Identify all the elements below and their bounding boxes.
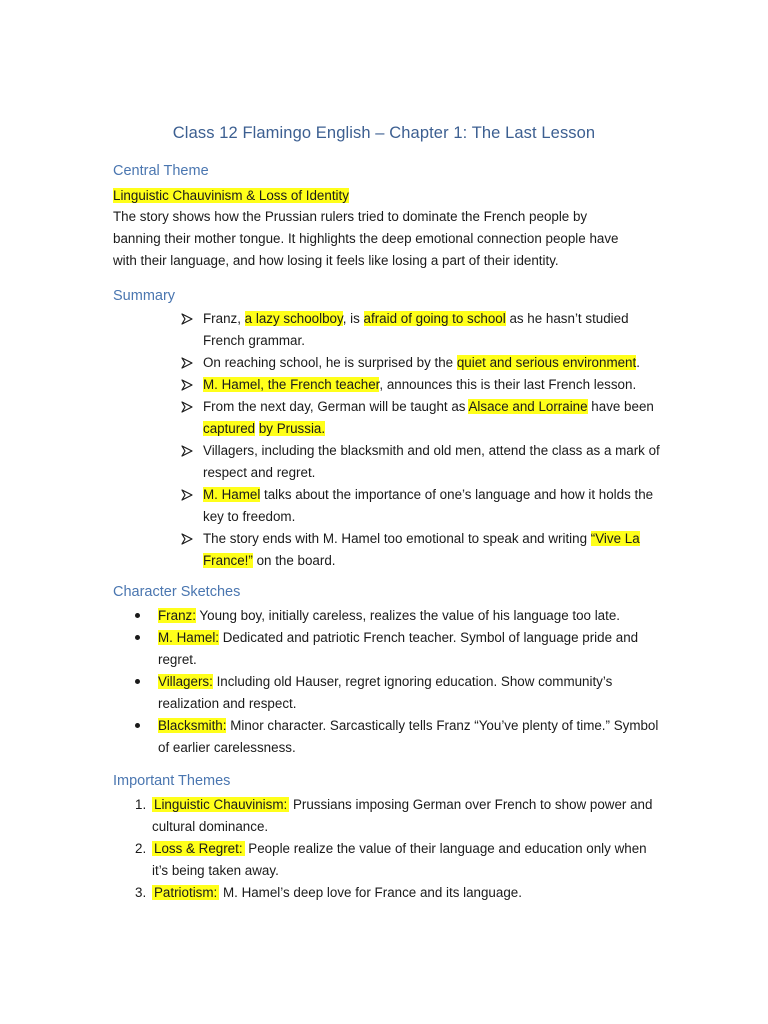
character-description: Including old Hauser, regret ignoring education. Show community’s realization and respect. — [158, 674, 613, 711]
theme-number: 3. — [135, 885, 147, 900]
document-title: Class 12 Flamingo English – Chapter 1: The Last Lesson — [172, 124, 596, 142]
summary-item — [181, 440, 661, 484]
character-item — [135, 627, 660, 671]
theme-description: Prussians imposing German over French to show power and cultural dominance. — [152, 797, 653, 834]
highlighted-text: by Prussia. — [258, 421, 326, 436]
character-name: Villagers: — [158, 674, 213, 689]
summary-text: On reaching school, he is surprised by the — [203, 355, 457, 370]
summary-item — [181, 396, 661, 440]
highlighted-text: captured — [203, 421, 256, 436]
character-sketches-heading: Character Sketches — [113, 584, 241, 600]
central-theme-line: The story shows how the Prussian rulers tried to dominate the French people by — [113, 209, 588, 224]
round-bullet-icon — [135, 613, 140, 618]
summary-text: have been — [587, 399, 654, 414]
character-item — [135, 671, 660, 715]
summary-item — [181, 528, 661, 572]
summary-item — [181, 374, 661, 396]
highlighted-text: M. Hamel — [203, 487, 261, 502]
round-bullet-icon — [135, 679, 140, 684]
character-name: Blacksmith: — [158, 718, 227, 733]
character-item — [135, 715, 660, 759]
central-theme-heading: Central Theme — [113, 163, 209, 179]
central-theme-subheading-text: Linguistic Chauvinism & Loss of Identity — [113, 188, 349, 203]
highlighted-text: M. Hamel, the French teacher — [203, 377, 380, 392]
summary-text: , announces this is their last French lesson. — [379, 377, 637, 392]
summary-text: on the board. — [252, 553, 336, 568]
summary-text: . — [636, 355, 640, 370]
highlighted-text: Alsace and Lorraine — [468, 399, 588, 414]
summary-text: The story ends with M. Hamel too emotional to speak and writing — [203, 531, 591, 546]
important-themes-heading: Important Themes — [113, 773, 231, 789]
highlighted-text: “Vive La France!” — [203, 531, 640, 568]
themes-list — [135, 794, 660, 904]
highlighted-text: a lazy schoolboy — [244, 311, 343, 326]
summary-text: From the next day, German will be taught as — [203, 399, 469, 414]
theme-description: M. Hamel’s deep love for France and its language. — [219, 885, 522, 900]
central-theme-paragraph — [113, 206, 653, 272]
highlighted-text: afraid of going to school — [363, 311, 506, 326]
theme-item — [135, 882, 660, 904]
highlighted-text: quiet and serious environment — [456, 355, 637, 370]
summary-item — [181, 308, 661, 352]
character-list — [135, 605, 660, 759]
character-name: Franz: — [158, 608, 196, 623]
theme-item — [135, 838, 660, 882]
round-bullet-icon — [135, 635, 140, 640]
theme-name: Loss & Regret: — [154, 841, 243, 856]
central-theme-line: banning their mother tongue. It highlights the deep emotional connection people have — [113, 231, 619, 246]
character-description: Dedicated and patriotic French teacher. Symbol of language pride and regret. — [158, 630, 639, 667]
character-item — [135, 605, 660, 627]
theme-name: Linguistic Chauvinism: — [154, 797, 288, 812]
summary-text: Villagers, including the blacksmith and old men, attend the class as a mark of respect and regret. — [203, 443, 660, 480]
summary-text: as he hasn’t studied French grammar. — [203, 311, 629, 348]
theme-name: Patriotism: — [154, 885, 218, 900]
theme-item — [135, 794, 660, 838]
theme-number: 1. — [135, 797, 147, 812]
character-description: Minor character. Sarcastically tells Franz “You’ve plenty of time.” Symbol of earlier carelessness. — [158, 718, 659, 755]
summary-heading: Summary — [113, 288, 176, 304]
theme-description: People realize the value of their language and education only when it’s being taken away. — [152, 841, 647, 878]
theme-number: 2. — [135, 841, 147, 856]
round-bullet-icon — [135, 723, 140, 728]
summary-item — [181, 352, 661, 374]
character-description: Young boy, initially careless, realizes the value of his language too late. — [195, 608, 621, 623]
character-name: M. Hamel: — [158, 630, 220, 645]
summary-text: Franz, — [203, 311, 245, 326]
central-theme-line: with their language, and how losing it feels like losing a part of their identity. — [113, 253, 559, 268]
summary-text: talks about the importance of one’s language and how it holds the key to freedom. — [203, 487, 654, 524]
summary-list — [181, 308, 661, 572]
summary-item — [181, 484, 661, 528]
summary-text: , is — [342, 311, 364, 326]
central-theme-subheading — [113, 185, 653, 207]
